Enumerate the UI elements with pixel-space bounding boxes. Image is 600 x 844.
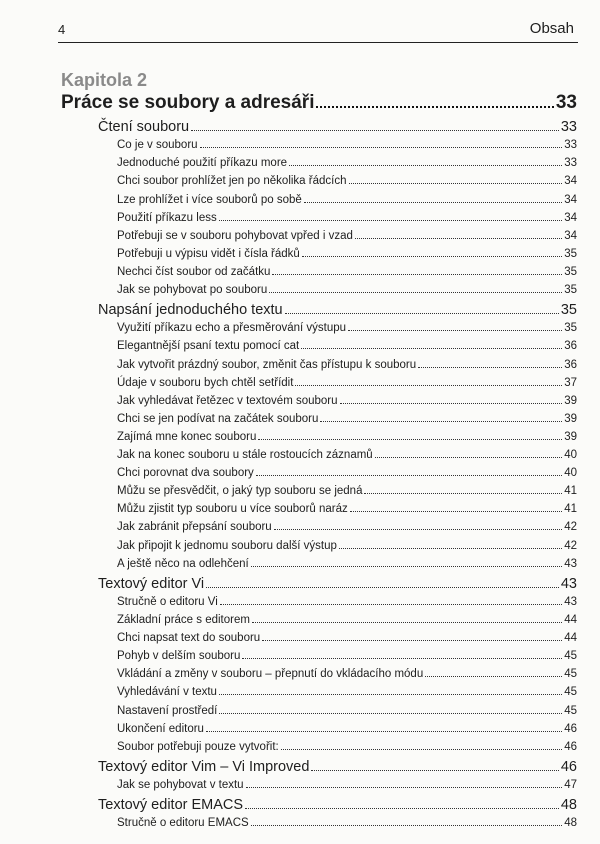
dot-leader — [355, 230, 562, 239]
toc-item[interactable] — [117, 377, 577, 389]
dot-leader — [289, 157, 562, 166]
item-page: 44 — [564, 614, 577, 626]
item-page: 45 — [564, 686, 577, 699]
chapter-entry[interactable] — [61, 92, 577, 114]
dot-leader — [274, 521, 562, 530]
toc-item[interactable] — [117, 248, 577, 260]
item-title: Použití příkazu less — [117, 211, 217, 224]
toc-item[interactable] — [117, 413, 577, 425]
toc-item[interactable] — [117, 723, 577, 735]
item-title: Můžu zjistit typ souboru u více souborů naráz — [117, 503, 348, 516]
section-page: 43 — [560, 575, 577, 592]
item-title: Stručně o editoru Vi — [117, 595, 218, 608]
toc-item[interactable] — [117, 540, 577, 552]
item-title: Vyhledávání v textu — [117, 686, 217, 699]
item-page: 47 — [564, 779, 577, 791]
item-title: Využití příkazu echo a přesměrování výstupu — [117, 322, 347, 335]
toc-item[interactable] — [117, 558, 577, 570]
toc-item[interactable] — [117, 157, 577, 169]
toc-item[interactable] — [117, 521, 577, 533]
item-page: 45 — [564, 650, 577, 663]
item-page: 46 — [564, 740, 577, 753]
item-title: Co je v souboru — [117, 139, 198, 152]
toc-item[interactable] — [117, 449, 577, 461]
item-title: Pohyb v delším souboru — [117, 650, 241, 663]
item-page: 34 — [564, 211, 577, 224]
dot-leader — [425, 668, 562, 677]
item-page: 43 — [564, 595, 577, 608]
item-page: 34 — [564, 229, 577, 242]
item-title: Jak vyhledávat řetězec v textovém souboru — [117, 394, 338, 407]
dot-leader — [364, 485, 562, 494]
dot-leader — [191, 122, 559, 131]
toc-item[interactable] — [117, 817, 577, 829]
toc-item[interactable] — [117, 284, 577, 296]
item-title: Chci se jen podívat na začátek souboru — [117, 412, 319, 425]
dot-leader — [320, 413, 562, 422]
chapter-title: Práce se soubory a adresáři — [61, 92, 315, 113]
item-title: Elegantnější psaní textu pomocí cat — [117, 340, 300, 353]
item-title: Můžu se přesvědčit, o jaký typ souboru se jedná — [117, 485, 363, 498]
dot-leader — [316, 98, 553, 108]
toc-item[interactable] — [117, 340, 577, 352]
toc-section[interactable] — [98, 797, 577, 813]
item-page: 45 — [564, 668, 577, 681]
dot-leader — [349, 175, 563, 184]
item-page: 48 — [564, 817, 577, 830]
item-title: Základní práce s editorem — [117, 614, 250, 626]
item-title: Potřebuji u výpisu vidět i čísla řádků — [117, 247, 300, 260]
toc-item[interactable] — [117, 632, 577, 644]
item-title: Jak na konec souboru u stále rostoucích záznamů — [117, 449, 373, 461]
toc-item[interactable] — [117, 322, 577, 334]
running-title: Obsah — [529, 20, 574, 37]
toc-item[interactable] — [117, 359, 577, 371]
item-title: Nastavení prostředí — [117, 704, 218, 717]
item-title: Potřebuji se v souboru pohybovat vpřed i vzad — [117, 229, 353, 242]
dot-leader — [340, 395, 563, 404]
item-page: 39 — [564, 394, 577, 407]
item-page: 37 — [564, 376, 577, 389]
dot-leader — [245, 800, 559, 809]
toc-item[interactable] — [117, 614, 577, 626]
item-title: Nechci číst soubor od začátku — [117, 265, 271, 278]
item-page: 46 — [564, 722, 577, 735]
dot-leader — [246, 779, 563, 788]
dot-leader — [348, 322, 562, 331]
toc-item[interactable] — [117, 230, 577, 242]
toc-section[interactable] — [98, 759, 577, 775]
running-header — [58, 20, 578, 43]
toc-item[interactable] — [117, 139, 577, 151]
dot-leader — [219, 212, 562, 221]
item-page: 36 — [564, 340, 577, 353]
dot-leader — [302, 248, 562, 257]
dot-leader — [219, 705, 562, 714]
section-title: Čtení souboru — [98, 119, 190, 135]
item-page: 43 — [564, 557, 577, 570]
item-title: Jednoduché použití příkazu more — [117, 157, 288, 170]
dot-leader — [262, 632, 562, 641]
item-page: 41 — [564, 485, 577, 498]
toc-section[interactable] — [98, 576, 577, 592]
dot-leader — [272, 266, 562, 275]
toc-item[interactable] — [117, 668, 577, 680]
item-page: 35 — [564, 247, 577, 260]
toc-item[interactable] — [117, 503, 577, 515]
toc-item[interactable] — [117, 705, 577, 717]
section-title: Textový editor Vi — [98, 575, 205, 592]
item-title: Soubor potřebuji pouze vytvořit: — [117, 740, 279, 753]
toc-item[interactable] — [117, 741, 577, 753]
item-title: Chci napsat text do souboru — [117, 632, 261, 645]
dot-leader — [418, 359, 562, 368]
toc-item[interactable] — [117, 212, 577, 224]
item-page: 42 — [564, 521, 577, 534]
toc-item[interactable] — [117, 194, 577, 206]
item-page: 34 — [564, 193, 577, 206]
section-title: Napsání jednoduchého textu — [98, 302, 283, 319]
toc-item[interactable] — [117, 596, 577, 608]
item-title: Lze prohlížet i více souborů po sobě — [117, 193, 302, 206]
section-title: Textový editor Vim – Vi Improved — [98, 758, 310, 775]
item-page: 42 — [564, 539, 577, 552]
chapter-page: 33 — [555, 92, 577, 113]
dot-leader — [219, 686, 562, 695]
item-title: Jak zabránit přepsání souboru — [117, 521, 272, 534]
dot-leader — [258, 431, 562, 440]
item-title: A ještě něco na odlehčení — [117, 557, 249, 570]
dot-leader — [220, 596, 562, 605]
toc-item[interactable] — [117, 175, 577, 187]
item-title: Vkládání a změny v souboru – přepnutí do vkládacího módu — [117, 668, 424, 681]
dot-leader — [256, 467, 562, 476]
section-page: 48 — [560, 797, 577, 814]
dot-leader — [301, 340, 562, 349]
section-page: 33 — [560, 119, 577, 135]
dot-leader — [304, 194, 562, 203]
dot-leader — [375, 449, 563, 458]
item-page: 33 — [564, 139, 577, 152]
dot-leader — [295, 377, 562, 386]
dot-leader — [242, 650, 562, 659]
item-page: 45 — [564, 704, 577, 717]
dot-leader — [269, 284, 562, 293]
item-title: Ukončení editoru — [117, 722, 204, 735]
dot-leader — [252, 614, 562, 623]
toc-item[interactable] — [117, 395, 577, 407]
dot-leader — [285, 305, 559, 314]
toc-item[interactable] — [117, 485, 577, 497]
dot-leader — [206, 579, 559, 588]
chapter-kicker: Kapitola 2 — [61, 70, 148, 90]
toc-section[interactable] — [98, 119, 577, 135]
item-page: 34 — [564, 175, 577, 188]
item-page: 35 — [564, 322, 577, 335]
item-page: 39 — [564, 412, 577, 425]
toc-item[interactable] — [117, 686, 577, 698]
item-page: 44 — [564, 632, 577, 645]
page-number: 4 — [58, 22, 66, 37]
item-page: 39 — [564, 430, 577, 443]
dot-leader — [350, 503, 562, 512]
section-page: 46 — [560, 758, 577, 775]
item-title: Jak vytvořit prázdný soubor, změnit čas přístupu k souboru — [117, 358, 417, 371]
toc-item[interactable] — [117, 266, 577, 278]
item-title: Chci porovnat dva soubory — [117, 467, 254, 480]
dot-leader — [339, 540, 562, 549]
toc-section[interactable] — [98, 302, 577, 318]
item-title: Údaje v souboru bych chtěl setřídit — [117, 376, 294, 389]
toc-item[interactable] — [117, 650, 577, 662]
toc-item[interactable] — [117, 431, 577, 443]
dot-leader — [251, 558, 562, 567]
dot-leader — [311, 762, 558, 771]
section-page: 35 — [560, 302, 577, 319]
item-page: 35 — [564, 265, 577, 278]
item-page: 33 — [564, 157, 577, 170]
item-title: Chci soubor prohlížet jen po několika řádcích — [117, 175, 347, 188]
section-title: Textový editor EMACS — [98, 797, 244, 814]
item-page: 40 — [564, 467, 577, 480]
toc-item[interactable] — [117, 779, 577, 791]
item-page: 36 — [564, 358, 577, 371]
dot-leader — [281, 741, 562, 750]
toc-item[interactable] — [117, 467, 577, 479]
item-page: 40 — [564, 449, 577, 461]
item-page: 35 — [564, 284, 577, 296]
item-title: Jak připojit k jednomu souboru další výstup — [117, 539, 337, 552]
dot-leader — [206, 723, 562, 732]
item-title: Jak se pohybovat po souboru — [117, 284, 268, 296]
item-title: Stručně o editoru EMACS — [117, 817, 249, 830]
item-title: Jak se pohybovat v textu — [117, 779, 244, 791]
dot-leader — [200, 139, 563, 148]
item-page: 41 — [564, 503, 577, 516]
item-title: Zajímá mne konec souboru — [117, 430, 257, 443]
dot-leader — [251, 817, 563, 826]
